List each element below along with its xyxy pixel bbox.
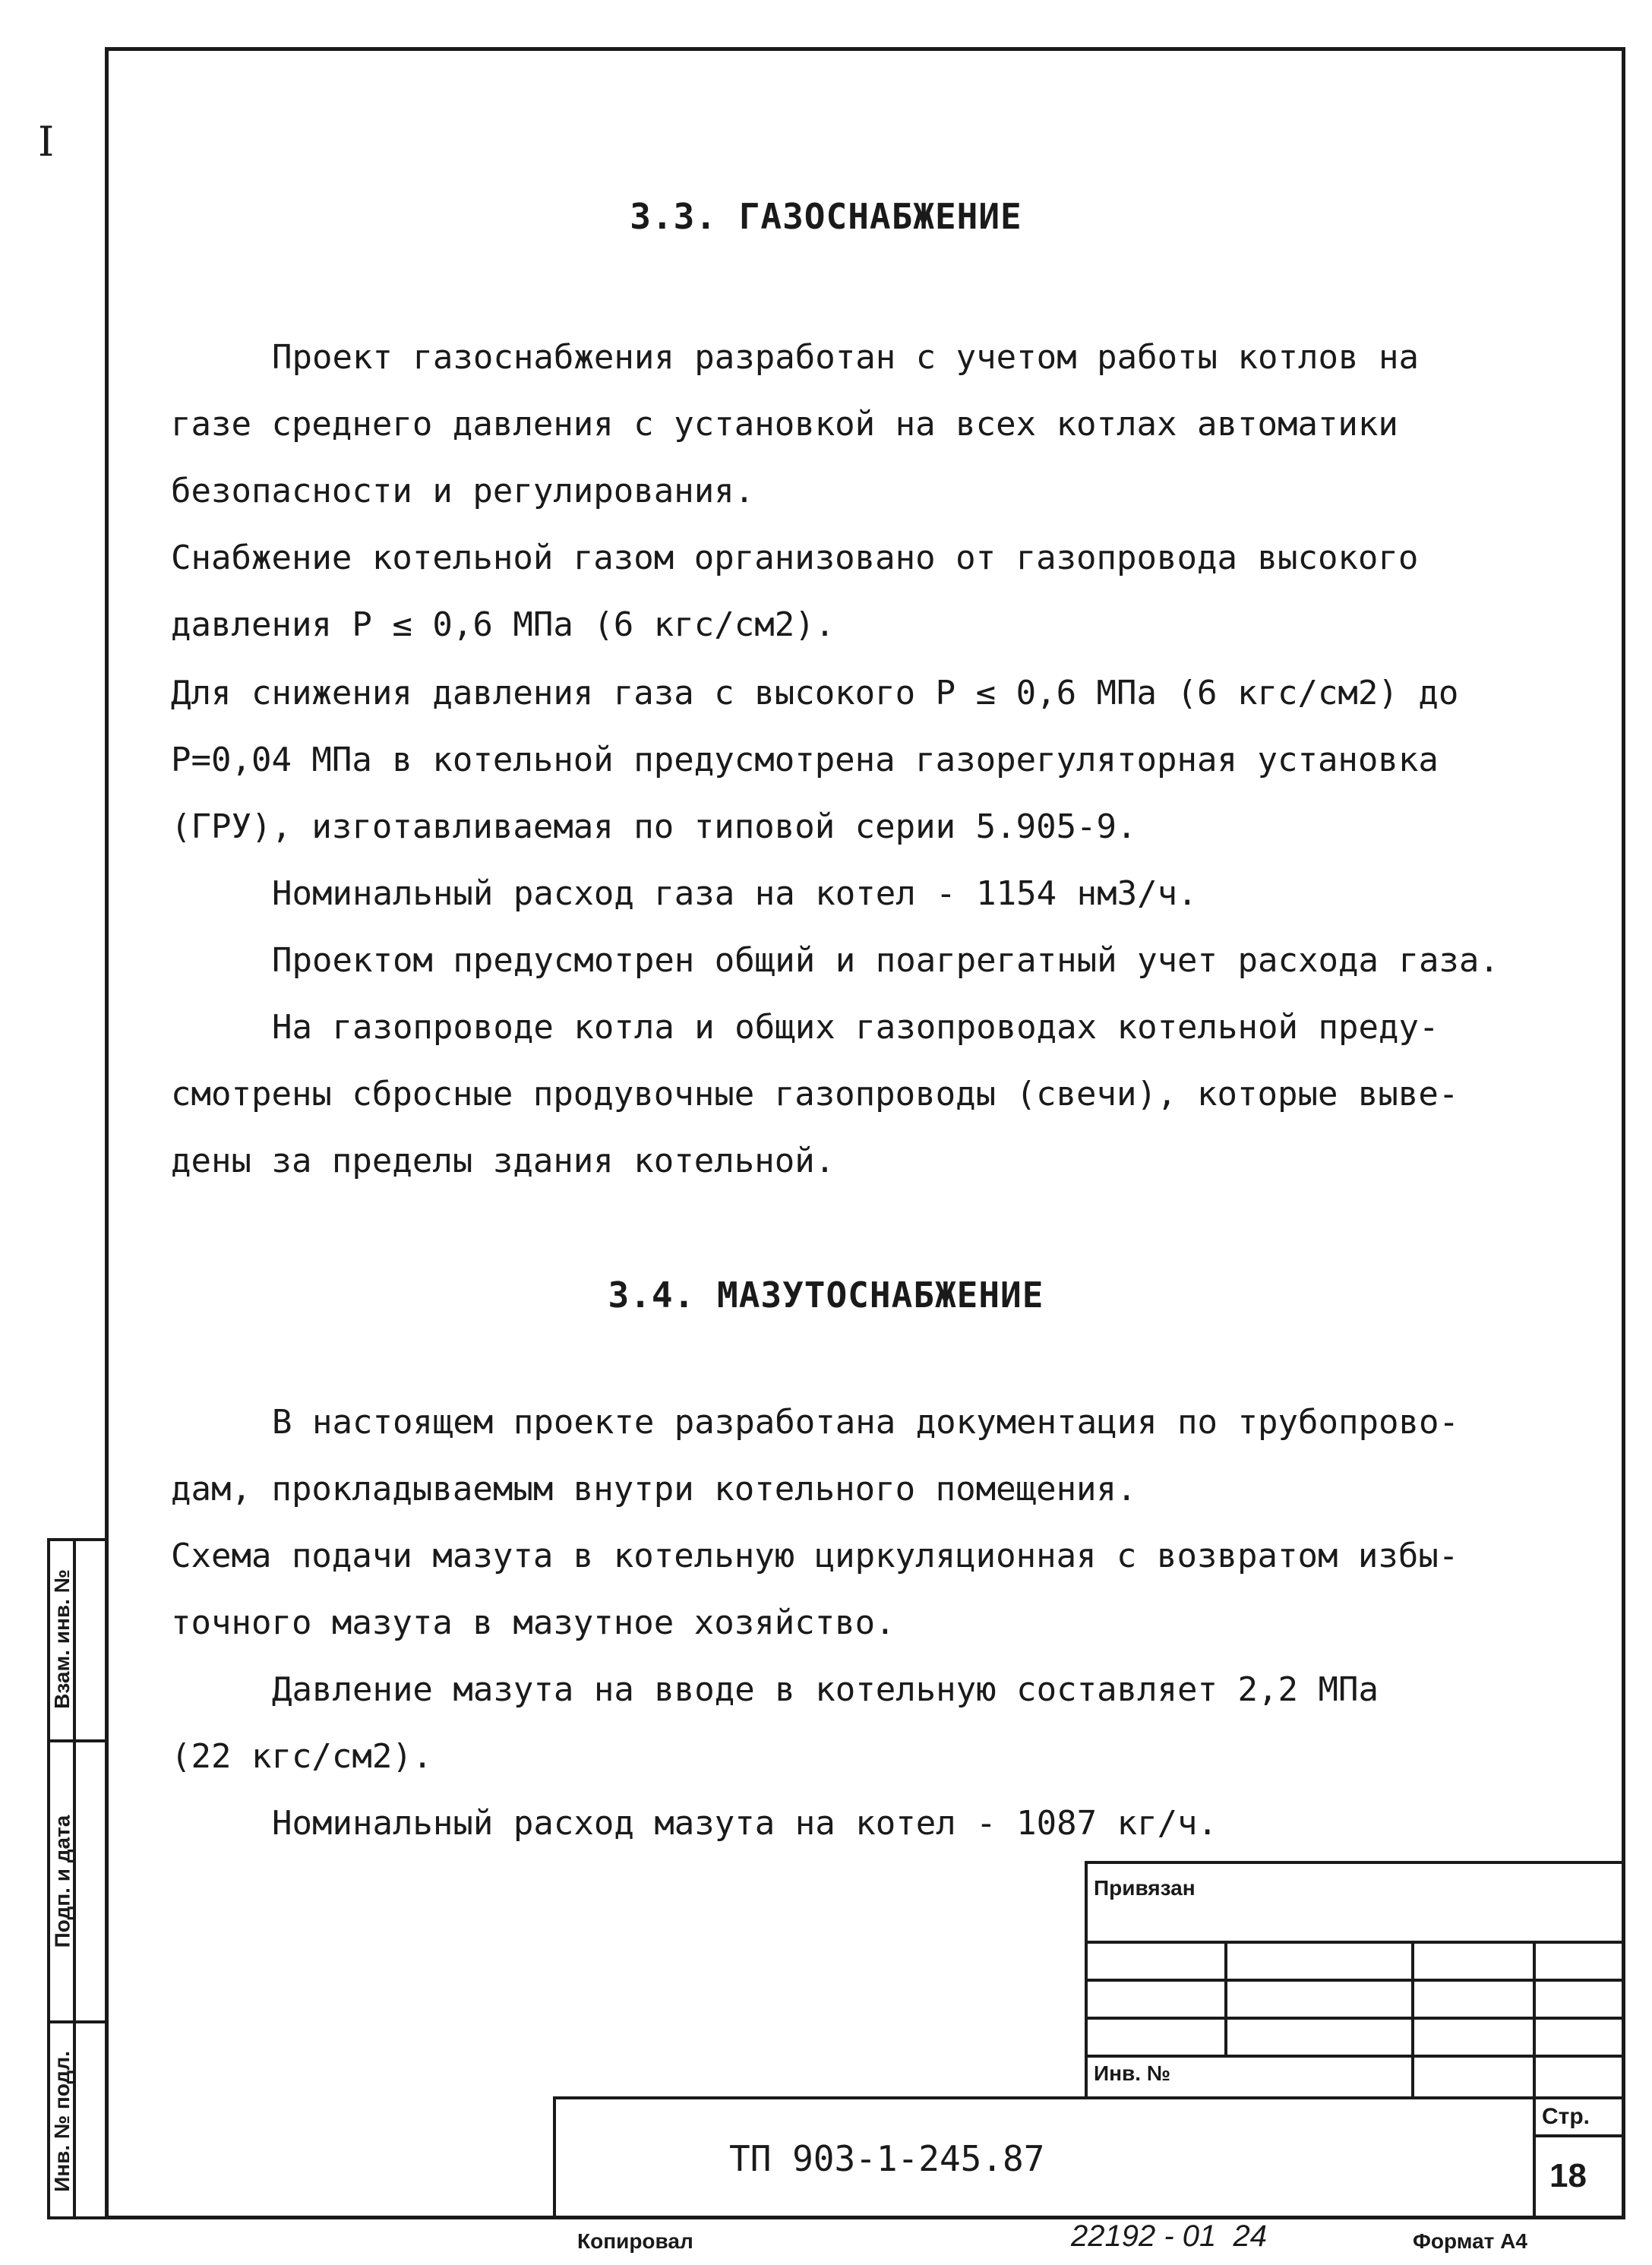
side-label-inv-podl: Инв. № подл. <box>50 2051 74 2192</box>
page-cell-divider <box>1533 2096 1536 2219</box>
gas-line-11: На газопроводе котла и общих газопроводах котельной преду- <box>272 1008 1439 1047</box>
section-gas-title: 3.3. ГАЗОСНАБЖЕНИЕ <box>630 196 1022 237</box>
page-label: Стр. <box>1542 2104 1590 2129</box>
gas-line-8: (ГРУ), изготавливаемая по типовой серии 5.905-9. <box>171 807 1137 846</box>
binding-row-line-3 <box>1085 2017 1625 2020</box>
page-mark: I <box>38 118 55 166</box>
gas-line-13: дены за пределы здания котельной. <box>171 1142 835 1180</box>
gas-line-2: газе среднего давления с установкой на всех котлах автоматики <box>171 405 1398 444</box>
binding-row-line-4 <box>1085 2055 1625 2058</box>
oil-line-2: дам, прокладываемым внутри котельного помещения. <box>171 1470 1137 1508</box>
copied-label: Копировал <box>577 2229 693 2253</box>
format-label: Формат А4 <box>1413 2229 1527 2253</box>
binding-row-line-1 <box>1085 1941 1625 1944</box>
binding-col-line-3 <box>1533 1941 1536 2096</box>
gas-line-5: давления Р ≤ 0,6 МПа (6 кгс/см2). <box>171 605 835 644</box>
document-designation: ТП 903-1-245.87 <box>729 2138 1045 2179</box>
order-number: 22192 - 01 24 <box>1071 2219 1267 2253</box>
oil-line-6: (22 кгс/см2). <box>171 1737 433 1776</box>
oil-line-1: В настоящем проекте разработана документация по трубопрово- <box>272 1403 1459 1442</box>
side-label-podp: Подп. и дата <box>50 1815 74 1948</box>
binding-col-line-2 <box>1411 1941 1414 2096</box>
binding-label: Привязан <box>1094 1876 1196 1900</box>
gas-line-3: безопасности и регулирования. <box>171 472 755 510</box>
page-cell-line <box>1533 2134 1625 2137</box>
gas-line-10: Проектом предусмотрен общий и поагрегатный учет расхода газа. <box>272 941 1499 980</box>
side-label-vzam: Взам. инв. № <box>50 1568 74 1709</box>
gas-line-9: Номинальный расход газа на котел - 1154 нм3/ч. <box>272 874 1198 913</box>
section-fuel-oil-title: 3.4. МАЗУТОСНАБЖЕНИЕ <box>608 1275 1044 1316</box>
binding-col-line-1 <box>1224 1941 1227 2055</box>
gas-line-4: Снабжение котельной газом организовано от газопровода высокого <box>171 539 1419 577</box>
title-block <box>553 2096 1625 2219</box>
oil-line-3: Схема подачи мазута в котельную циркуляционная с возвратом избы- <box>171 1537 1459 1575</box>
oil-line-5: Давление мазута на вводе в котельную составляет 2,2 МПа <box>272 1670 1379 1709</box>
gas-line-6: Для снижения давления газа с высокого Р ≤ 0,6 МПа (6 кгс/см2) до <box>171 674 1459 712</box>
gas-line-7: Р=0,04 МПа в котельной предусмотрена газорегуляторная установка <box>171 741 1439 779</box>
page-number: 18 <box>1549 2157 1587 2194</box>
oil-line-7: Номинальный расход мазута на котел - 1087 кг/ч. <box>272 1804 1218 1843</box>
inv-no-label: Инв. № <box>1094 2061 1171 2085</box>
binding-row-line-2 <box>1085 1979 1625 1982</box>
oil-line-4: точного мазута в мазутное хозяйство. <box>171 1603 895 1642</box>
gas-line-1: Проект газоснабжения разработан с учетом работы котлов на <box>272 338 1419 377</box>
gas-line-12: смотрены сбросные продувочные газопроводы (свечи), которые выве- <box>171 1075 1459 1114</box>
